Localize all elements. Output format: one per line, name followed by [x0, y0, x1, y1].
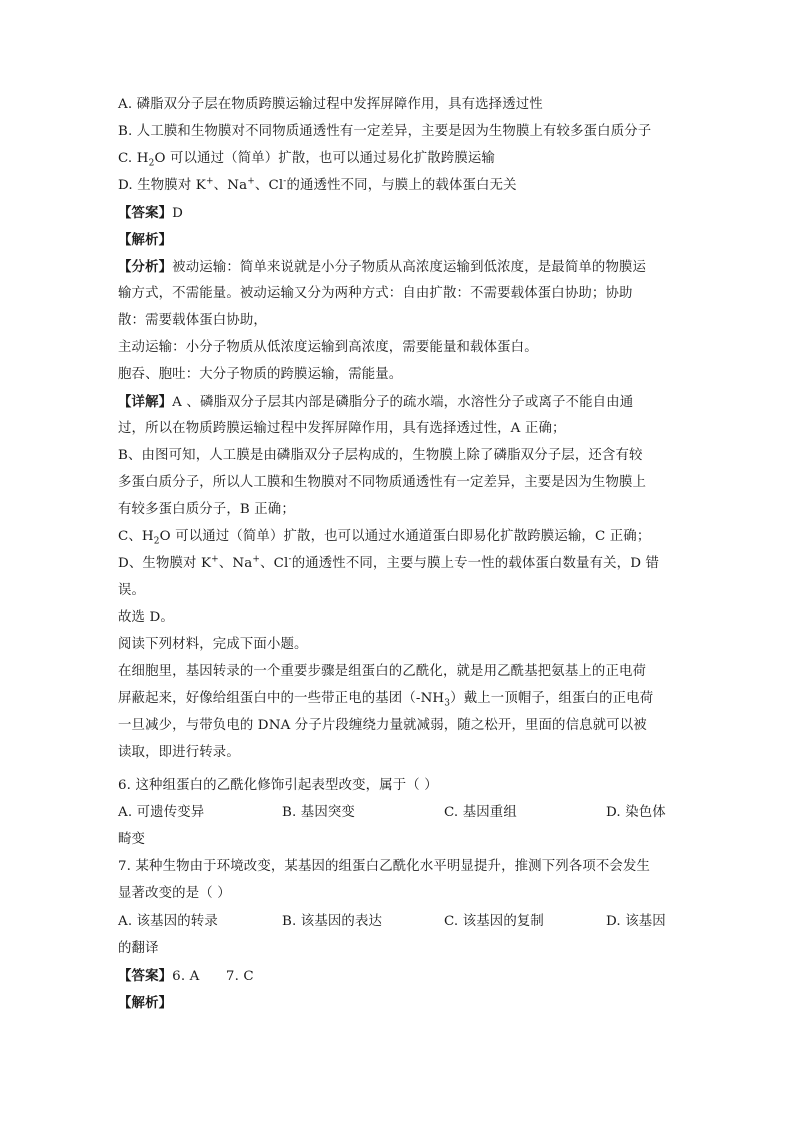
explain-b-text: 有较多蛋白质分子，B 正确；: [118, 502, 295, 517]
q7-option-c: C. 该基因的复制: [444, 914, 544, 929]
explain-d-text-pre: D、生物膜对 K: [118, 556, 212, 571]
question-6-stem-text: 6. 这种组蛋白的乙酰化修饰引起表型改变，属于（ ）: [118, 778, 438, 793]
answer-value: 6. A 7. C: [172, 969, 254, 984]
reading-para-line-1: [118, 663, 678, 681]
option-d-text-mid: 、Na: [213, 178, 248, 193]
question-7-stem-1: [118, 858, 678, 876]
q6-option-b: B. 基因突变: [282, 805, 355, 820]
subscript: 2: [148, 158, 155, 169]
analysis-label-text: 【解析】: [118, 232, 173, 248]
endocytosis-text: 胞吞、胞吐：大分子物质的跨膜运输，需能量。: [118, 367, 403, 382]
explain-b-text: B、由图可知，人工膜是由磷脂双分子层构成的，生物膜上除了磷脂双分子层，还含有较: [118, 448, 643, 463]
answer-label: 【答案】: [118, 968, 173, 984]
question-6-option-d-wrap: [118, 831, 678, 849]
reading-para-text-post: ）戴上一顶帽子，组蛋白的正电荷: [450, 691, 654, 706]
superscript: +: [211, 554, 219, 565]
reading-para-text-pre: 屏蔽起来，好像给组蛋白中的一些带正电的基团（-NH: [118, 691, 445, 706]
answer-line-2: [118, 967, 678, 986]
answer-line-1: [118, 204, 678, 223]
fenxi-line-1: [118, 258, 678, 277]
q7-option-a: A. 该基因的转录: [118, 914, 218, 929]
explain-d-line-1: [118, 555, 678, 573]
conclusion-line: [118, 609, 678, 627]
q7-option-d-wrap-text: 的翻译: [118, 941, 159, 956]
superscript: +: [205, 176, 214, 187]
analysis-label-2: [118, 994, 678, 1012]
q6-option-d: D. 染色体: [606, 805, 666, 820]
answer-value: D: [172, 206, 184, 221]
reading-para-line-3: [118, 717, 678, 735]
subscript: 2: [153, 536, 160, 547]
q6-option-c: C. 基因重组: [444, 805, 517, 820]
explain-c-line: [118, 528, 678, 546]
q6-option-d-wrap-text: 畸变: [118, 832, 146, 847]
fenxi-line-2: [118, 285, 678, 303]
option-a-line: [118, 96, 678, 114]
q7-option-d: D. 该基因: [606, 914, 666, 929]
explain-b-text: 多蛋白质分子，所以人工膜和生物膜对不同物质通透性有一定差异，主要是因为生物膜上: [118, 475, 647, 490]
fenxi-label: 【分析】: [118, 259, 173, 275]
explain-b-line-3: [118, 501, 678, 519]
reading-para-text: 在细胞里，基因转录的一个重要步骤是组蛋白的乙酰化，就是用乙酰基把氨基上的正电荷: [118, 664, 647, 679]
explain-d-line-2: [118, 582, 678, 600]
option-c-text-pre: C. H: [118, 151, 149, 166]
explain-c-text-pre: C、H: [118, 529, 154, 544]
option-d-line: [118, 177, 678, 195]
option-b-text: B. 人工膜和生物膜对不同物质通透性有一定差异，主要是因为生物膜上有较多蛋白质分子: [118, 124, 652, 139]
reading-para-line-4: [118, 744, 678, 762]
question-7-stem-2: [118, 885, 678, 903]
explain-b-line-2: [118, 474, 678, 492]
explain-a-text: A 、磷脂双分子层其内部是磷脂分子的疏水端，水溶性分子或离子不能自由通: [172, 395, 634, 410]
question-6-stem: [118, 777, 678, 795]
conclusion-text: 故选 D。: [118, 610, 174, 625]
xiangjie-label: 【详解】: [118, 394, 173, 410]
reading-para-text: 一旦减少，与带负电的 DNA 分子片段缠绕力量就减弱，随之松开，里面的信息就可以被: [118, 718, 647, 733]
option-a-text: A. 磷脂双分子层在物质跨膜运输过程中发挥屏障作用，具有选择透过性: [118, 97, 543, 112]
explain-d-text-post: 的通透性不同，主要与膜上专一性的载体蛋白数量有关，D 错: [291, 556, 660, 571]
xiangjie-line-1: [118, 393, 678, 412]
question-7-stem-text: 7. 某种生物由于环境改变，某基因的组蛋白乙酰化水平明显提升，推测下列各项不会发生: [118, 859, 651, 874]
option-c-line: [118, 150, 678, 168]
active-transport-text: 主动运输：小分子物质从低浓度运输到高浓度，需要能量和载体蛋白。: [118, 340, 538, 355]
explain-c-text-post: O 可以通过（简单）扩散，也可以通过水通道蛋白即易化扩散跨膜运输，C 正确；: [159, 529, 651, 544]
subscript: 3: [444, 698, 451, 709]
explain-b-line-1: [118, 447, 678, 465]
superscript: +: [252, 554, 261, 565]
explain-d-text-mid: 、Na: [218, 556, 253, 571]
option-d-text-post: 的通透性不同，与膜上的载体蛋白无关: [286, 178, 517, 193]
option-b-line: [118, 123, 678, 141]
question-7-option-d-wrap: [118, 940, 678, 958]
reading-para-line-2: [118, 690, 678, 708]
q6-option-a: A. 可遗传变异: [118, 805, 205, 820]
xiangjie-line-2: [118, 420, 678, 438]
analysis-label-text: 【解析】: [118, 995, 173, 1011]
explain-d-text-mid: 、Cl: [260, 556, 289, 571]
fenxi-text: 被动运输：简单来说就是小分子物质从高浓度运输到低浓度，是最简单的物膜运: [172, 260, 647, 275]
endocytosis-line: [118, 366, 678, 384]
superscript: -: [283, 176, 287, 187]
analysis-label-1: [118, 231, 678, 249]
q7-option-b: B. 该基因的表达: [282, 914, 383, 929]
superscript: -: [288, 554, 292, 565]
active-transport-line: [118, 339, 678, 357]
option-d-text-pre: D. 生物膜对 K: [118, 178, 206, 193]
fenxi-line-3: [118, 312, 678, 330]
option-c-text-post: O 可以通过（简单）扩散，也可以通过易化扩散跨膜运输: [154, 151, 495, 166]
reading-para-text: 读取，即进行转录。: [118, 745, 240, 760]
fenxi-text: 输方式，不需能量。被动运输又分为两种方式：自由扩散：不需要载体蛋白协助；协助: [118, 286, 633, 301]
explain-d-text: 误。: [118, 583, 146, 598]
explain-a-text: 过，所以在物质跨膜运输过程中发挥屏障作用，具有选择透过性，A 正确；: [118, 421, 566, 436]
reading-intro-line: [118, 636, 678, 654]
superscript: +: [247, 176, 255, 187]
option-d-text-mid: 、Cl: [254, 178, 284, 193]
answer-label: 【答案】: [118, 205, 173, 221]
fenxi-text: 散：需要载体蛋白协助，: [118, 313, 267, 328]
question-7-stem-text: 显著改变的是（ ）: [118, 886, 231, 901]
reading-intro-text: 阅读下列材料，完成下面小题。: [118, 637, 308, 652]
